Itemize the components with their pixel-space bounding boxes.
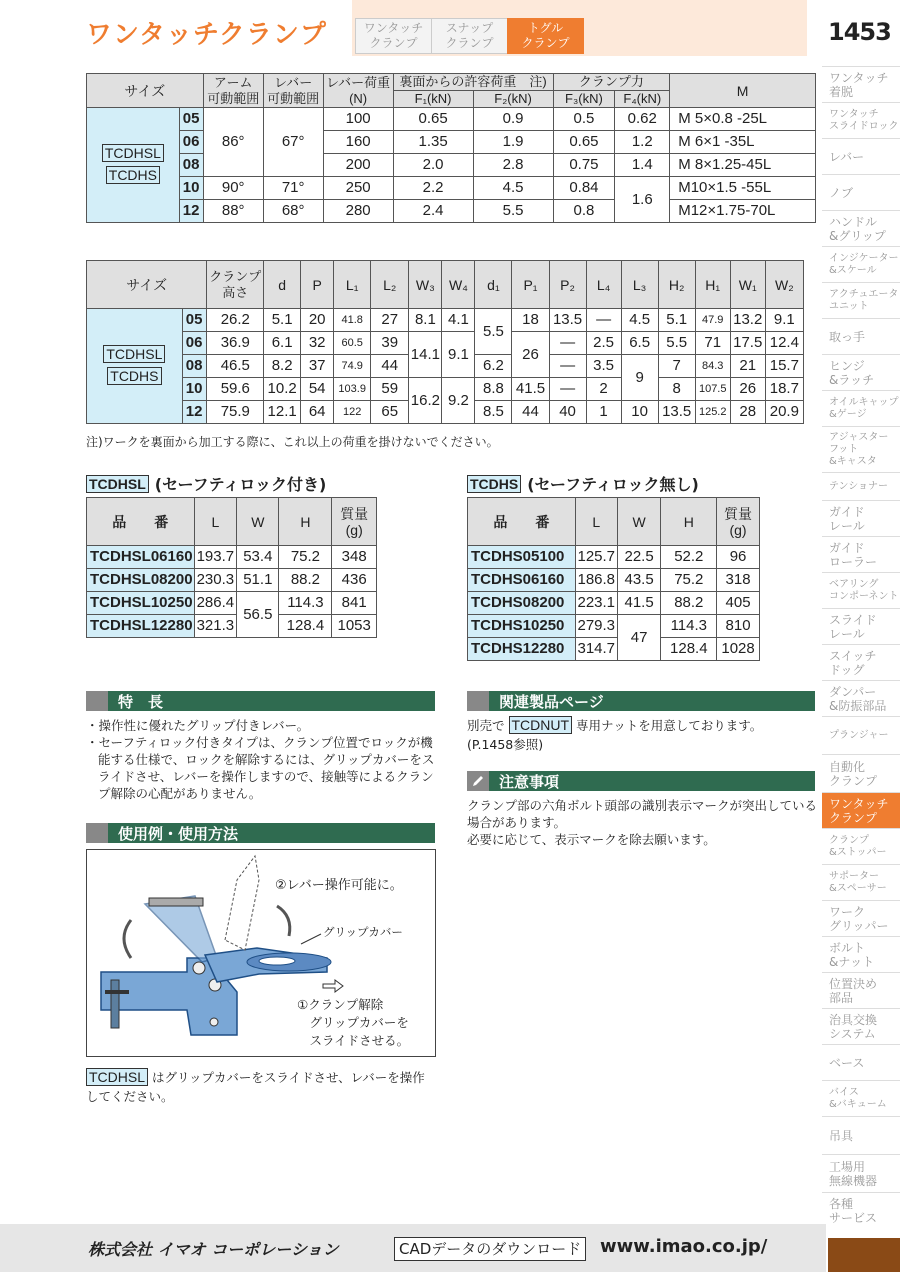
part-number-cell: TCDHS05100: [468, 546, 576, 569]
l-cell: 286.4: [194, 592, 237, 615]
lever-cell: 67°: [263, 108, 323, 177]
sidebar-item[interactable]: テンショナー: [822, 472, 900, 500]
f4-cell: 1.2: [615, 131, 670, 154]
page-number: 1453: [828, 18, 891, 46]
w2-cell: 12.4: [765, 332, 803, 355]
th-w: W: [617, 498, 661, 546]
sidebar-item[interactable]: 治具交換 システム: [822, 1008, 900, 1044]
sidebar-item[interactable]: 位置決め 部品: [822, 972, 900, 1008]
h2-cell: 13.5: [658, 401, 695, 424]
grip-cover-label: グリップカバー: [323, 925, 403, 939]
model-tag-tcdhs[interactable]: TCDHS: [107, 367, 161, 385]
size-cell: 12: [179, 200, 203, 223]
l1-cell: 41.8: [334, 309, 371, 332]
section-marker-icon: [86, 823, 108, 843]
d1-cell: 6.2: [475, 355, 512, 378]
sidebar-item[interactable]: スイッチ ドッグ: [822, 644, 900, 680]
sidebar-item[interactable]: スライド レール: [822, 608, 900, 644]
arm-cell: 90°: [203, 177, 263, 200]
lever-cell: 68°: [263, 200, 323, 223]
sidebar-item[interactable]: クランプ &ストッパー: [822, 828, 900, 864]
f2-cell: 0.9: [473, 108, 553, 131]
th-f4: F₄(kN): [615, 91, 670, 108]
th-h1: H₁: [695, 261, 730, 309]
f3-cell: 0.65: [553, 131, 615, 154]
th-w1: W₁: [730, 261, 765, 309]
f4-cell: 1.6: [615, 177, 670, 223]
th-mass: 質量 (g): [717, 498, 760, 546]
d-cell: 8.2: [264, 355, 301, 378]
m-cell: M12×1.75-70L: [670, 200, 816, 223]
related-text-after: 専用ナットを用意しております。: [576, 718, 763, 733]
size-cell: 10: [182, 378, 207, 401]
th-clamp-height: クランプ 高さ: [207, 261, 264, 309]
h-cell: 128.4: [279, 615, 332, 638]
w4-cell: 4.1: [442, 309, 475, 332]
model-tag-tcdhsl[interactable]: TCDHSL: [102, 144, 164, 162]
p1-cell: 41.5: [512, 378, 549, 401]
th-allowable-load: 裏面からの許容荷重 注): [393, 74, 553, 91]
th-w3: W₃: [409, 261, 442, 309]
feature-item: ・セーフティロック付きタイプは、クランプ位置でロックが機能する仕様で、ロックを解除するには、グリップカバーをスライドさせ、レバーを操作しますので、接触等によるクランプ解除の心配がありません。: [86, 735, 435, 801]
l3-cell: 4.5: [621, 309, 658, 332]
th-lever: レバー 可動範囲: [263, 74, 323, 108]
mass-cell: 436: [332, 569, 377, 592]
mass-cell: 405: [717, 592, 760, 615]
model-cell: [87, 108, 180, 223]
sidebar-item[interactable]: ガイド ローラー: [822, 536, 900, 572]
w-cell: 43.5: [617, 569, 661, 592]
f4-cell: 1.4: [615, 154, 670, 177]
usage-header: [86, 823, 435, 843]
load-cell: 200: [323, 154, 393, 177]
sidebar-item[interactable]: バイス &バキューム: [822, 1080, 900, 1116]
p1-cell: 18: [512, 309, 549, 332]
related-header: [467, 691, 815, 711]
th-p1: P₁: [512, 261, 549, 309]
th-d: d: [264, 261, 301, 309]
th-l3: L₃: [621, 261, 658, 309]
sidebar-item[interactable]: ベアリング コンポーネント: [822, 572, 900, 608]
l3-cell: 9: [621, 355, 658, 401]
clamp-height-cell: 59.6: [207, 378, 264, 401]
th-f1: F₁(kN): [393, 91, 473, 108]
l2-cell: 65: [371, 401, 409, 424]
w-cell: 47: [617, 615, 661, 661]
w4-cell: 9.1: [442, 332, 475, 378]
sidebar-item[interactable]: プランジャー: [822, 716, 900, 754]
h-cell: 114.3: [279, 592, 332, 615]
part-number-cell: TCDHS10250: [468, 615, 576, 638]
f3-cell: 0.84: [553, 177, 615, 200]
th-load: レバー荷重 (N): [323, 74, 393, 108]
w-cell: 41.5: [617, 592, 661, 615]
sidebar-item[interactable]: ボルト &ナット: [822, 936, 900, 972]
l-cell: 230.3: [194, 569, 237, 592]
d1-cell: 5.5: [475, 309, 512, 355]
arm-cell: 86°: [203, 108, 263, 177]
w2-cell: 18.7: [765, 378, 803, 401]
l-cell: 223.1: [575, 592, 617, 615]
l-cell: 279.3: [575, 615, 617, 638]
w-cell: 51.1: [237, 569, 279, 592]
clamp-height-cell: 26.2: [207, 309, 264, 332]
l2-cell: 39: [371, 332, 409, 355]
pencil-icon: [467, 771, 489, 791]
sidebar-item[interactable]: ワンタッチ クランプ: [822, 792, 900, 828]
tab-snap-clamp[interactable]: スナップ クランプ: [431, 18, 508, 54]
usage-title: 使用例・使用方法: [118, 824, 239, 843]
w1-cell: 26: [730, 378, 765, 401]
d1-cell: 8.5: [475, 401, 512, 424]
sidebar-item[interactable]: 自動化 クランプ: [822, 754, 900, 792]
sidebar-item[interactable]: 取っ手: [822, 318, 900, 354]
sidebar: [822, 66, 900, 1236]
part-number-cell: TCDHS06160: [468, 569, 576, 592]
d-cell: 12.1: [264, 401, 301, 424]
w3-cell: 16.2: [409, 378, 442, 424]
d1-cell: 8.8: [475, 378, 512, 401]
size-cell: 08: [182, 355, 207, 378]
h-cell: 75.2: [661, 569, 717, 592]
m-cell: M10×1.5 -55L: [670, 177, 816, 200]
lever-cell: 71°: [263, 177, 323, 200]
p2-cell: 40: [549, 401, 586, 424]
part-number-cell: TCDHSL12280: [87, 615, 195, 638]
tcdhsl-tag[interactable]: TCDHSL: [86, 475, 149, 493]
arm-cell: 88°: [203, 200, 263, 223]
load-cell: 250: [323, 177, 393, 200]
f3-cell: 0.75: [553, 154, 615, 177]
l-cell: 314.7: [575, 638, 617, 661]
f2-cell: 1.9: [473, 131, 553, 154]
usage-caption: [86, 1068, 436, 1106]
p2-cell: —: [549, 378, 586, 401]
p-cell: 32: [301, 332, 334, 355]
feature-item: ・操作性に優れたグリップ付きレバー。: [86, 718, 310, 733]
p-cell: 64: [301, 401, 334, 424]
th-arm: アーム 可動範囲: [203, 74, 263, 108]
caution-line: クランプ部の六角ボルト頭部の識別表示マークが突出している場合があります。: [467, 798, 818, 830]
th-mass: 質量 (g): [332, 498, 377, 546]
l1-cell: 122: [334, 401, 371, 424]
l4-cell: 2: [586, 378, 621, 401]
tcdhsl-table: [86, 497, 377, 638]
tcdhs-title: (セーフティロック無し): [527, 475, 699, 494]
mass-cell: 348: [332, 546, 377, 569]
h1-cell: 107.5: [695, 378, 730, 401]
th-l2: L₂: [371, 261, 409, 309]
th-d1: d₁: [475, 261, 512, 309]
w1-cell: 17.5: [730, 332, 765, 355]
features-title: 特 長: [118, 692, 164, 711]
th-part-number: 品 番: [87, 498, 195, 546]
l4-cell: 1: [586, 401, 621, 424]
w1-cell: 21: [730, 355, 765, 378]
caution-header: [467, 771, 815, 791]
p-cell: 37: [301, 355, 334, 378]
p1-cell: 26: [512, 332, 549, 378]
f3-cell: 0.5: [553, 108, 615, 131]
page-title: ワンタッチクランプ: [86, 20, 327, 50]
th-size: サイズ: [87, 261, 207, 309]
f3-cell: 0.8: [553, 200, 615, 223]
w2-cell: 20.9: [765, 401, 803, 424]
h-cell: 114.3: [661, 615, 717, 638]
tcdhs-tag[interactable]: TCDHS: [467, 475, 521, 493]
h1-cell: 84.3: [695, 355, 730, 378]
caution-line: 必要に応じて、表示マークを除去願います。: [467, 832, 716, 847]
m-cell: M 5×0.8 -25L: [670, 108, 816, 131]
l2-cell: 44: [371, 355, 409, 378]
p2-cell: —: [549, 332, 586, 355]
d-cell: 6.1: [264, 332, 301, 355]
model-cell: [87, 309, 183, 424]
tcdhsl-title: (セーフティロック付き): [154, 475, 327, 494]
related-page-ref[interactable]: (P.1458参照): [467, 737, 544, 752]
l-cell: 186.8: [575, 569, 617, 592]
size-cell: 10: [179, 177, 203, 200]
h-cell: 88.2: [661, 592, 717, 615]
f1-cell: 2.2: [393, 177, 473, 200]
related-body: [467, 716, 817, 754]
th-size: サイズ: [87, 74, 204, 108]
sidebar-item[interactable]: 各種 サービス: [822, 1192, 900, 1228]
usage-figure: [86, 849, 436, 1057]
sidebar-item[interactable]: アクチュエータ ユニット: [822, 282, 900, 318]
size-cell: 05: [182, 309, 207, 332]
w4-cell: 9.2: [442, 378, 475, 424]
sidebar-footer-block: [828, 1238, 900, 1272]
f4-cell: 0.62: [615, 108, 670, 131]
h1-cell: 71: [695, 332, 730, 355]
company-logo: 株式会社 イマオ コーポレーション: [88, 1240, 339, 1259]
th-p: P: [301, 261, 334, 309]
tab-toggle-clamp[interactable]: トグル クランプ: [507, 18, 584, 54]
h-cell: 75.2: [279, 546, 332, 569]
l-cell: 125.7: [575, 546, 617, 569]
th-clamp-force: クランプ力: [553, 74, 670, 91]
w1-cell: 13.2: [730, 309, 765, 332]
th-l1: L₁: [334, 261, 371, 309]
load-cell: 160: [323, 131, 393, 154]
th-l: L: [194, 498, 237, 546]
tcdnut-link[interactable]: TCDNUT: [509, 716, 573, 734]
sidebar-item[interactable]: インジケーター &スケール: [822, 246, 900, 282]
f2-cell: 5.5: [473, 200, 553, 223]
p2-cell: —: [549, 355, 586, 378]
w3-cell: 14.1: [409, 332, 442, 378]
m-cell: M 8×1.25-45L: [670, 154, 816, 177]
d-cell: 10.2: [264, 378, 301, 401]
l3-cell: 6.5: [621, 332, 658, 355]
h2-cell: 5.5: [658, 332, 695, 355]
tcdhs-heading: [467, 472, 699, 495]
p-cell: 54: [301, 378, 334, 401]
h2-cell: 5.1: [658, 309, 695, 332]
tab-onetouch-clamp[interactable]: ワンタッチ クランプ: [355, 18, 432, 54]
features-header: [86, 691, 435, 711]
mass-cell: 318: [717, 569, 760, 592]
dimension-table: [86, 260, 804, 424]
l1-cell: 60.5: [334, 332, 371, 355]
sidebar-item[interactable]: アジャスター フット &キャスタ: [822, 426, 900, 472]
h2-cell: 7: [658, 355, 695, 378]
w2-cell: 15.7: [765, 355, 803, 378]
l1-cell: 103.9: [334, 378, 371, 401]
th-w2: W₂: [765, 261, 803, 309]
size-cell: 12: [182, 401, 207, 424]
cad-download-button[interactable]: CADデータのダウンロード: [394, 1237, 586, 1261]
mass-cell: 841: [332, 592, 377, 615]
load-cell: 100: [323, 108, 393, 131]
f1-cell: 0.65: [393, 108, 473, 131]
related-text-before: 別売で: [467, 718, 505, 733]
sidebar-item[interactable]: サポーター &スペーサー: [822, 864, 900, 900]
features-body: [86, 717, 438, 802]
th-h: H: [279, 498, 332, 546]
th-w4: W₄: [442, 261, 475, 309]
th-part-number: 品 番: [468, 498, 576, 546]
f1-cell: 2.0: [393, 154, 473, 177]
th-w: W: [237, 498, 279, 546]
sidebar-item[interactable]: ワーク グリッパー: [822, 900, 900, 936]
l-cell: 321.3: [194, 615, 237, 638]
w-cell: 53.4: [237, 546, 279, 569]
f1-cell: 2.4: [393, 200, 473, 223]
clamp-height-cell: 36.9: [207, 332, 264, 355]
l4-cell: —: [586, 309, 621, 332]
clamp-release-label: ①クランプ解除 グリップカバーを スライドさせる。: [297, 997, 410, 1048]
part-number-cell: TCDHS08200: [468, 592, 576, 615]
sidebar-item[interactable]: ハンドル &グリップ: [822, 210, 900, 246]
sidebar-item[interactable]: ガイド レール: [822, 500, 900, 536]
caution-title: 注意事項: [499, 772, 560, 791]
f1-cell: 1.35: [393, 131, 473, 154]
size-cell: 06: [182, 332, 207, 355]
tcdhsl-heading: [86, 472, 326, 495]
part-number-cell: TCDHS12280: [468, 638, 576, 661]
th-l4: L₄: [586, 261, 621, 309]
th-l: L: [575, 498, 617, 546]
w3-cell: 8.1: [409, 309, 442, 332]
part-number-cell: TCDHSL10250: [87, 592, 195, 615]
sidebar-item[interactable]: ベース: [822, 1044, 900, 1080]
th-f2: F₂(kN): [473, 91, 553, 108]
l4-cell: 2.5: [586, 332, 621, 355]
mass-cell: 1053: [332, 615, 377, 638]
h-cell: 52.2: [661, 546, 717, 569]
tcdhs-table: [467, 497, 760, 661]
sidebar-item[interactable]: レバー: [822, 138, 900, 174]
sidebar-item[interactable]: ヒンジ &ラッチ: [822, 354, 900, 390]
usage-caption-text: はグリップカバーをスライドさせ、レバーを操作してください。: [86, 1070, 425, 1104]
sidebar-item[interactable]: オイルキャップ &ゲージ: [822, 390, 900, 426]
f2-cell: 4.5: [473, 177, 553, 200]
h-cell: 88.2: [279, 569, 332, 592]
usage-caption-tag[interactable]: TCDHSL: [86, 1068, 148, 1086]
section-marker-icon: [467, 691, 489, 711]
size-cell: 08: [179, 154, 203, 177]
model-tag-tcdhsl[interactable]: TCDHSL: [103, 345, 165, 363]
l3-cell: 10: [621, 401, 658, 424]
sidebar-item[interactable]: ノブ: [822, 174, 900, 210]
sidebar-item[interactable]: ワンタッチ スライドロック: [822, 102, 900, 138]
website-link[interactable]: www.imao.co.jp/: [600, 1236, 768, 1257]
h1-cell: 125.2: [695, 401, 730, 424]
table-note: 注)ワークを裏面から加工する際に、これ以上の荷重を掛けないでください。: [86, 435, 499, 449]
mass-cell: 1028: [717, 638, 760, 661]
sidebar-item[interactable]: 吊具: [822, 1116, 900, 1154]
size-cell: 06: [179, 131, 203, 154]
l2-cell: 27: [371, 309, 409, 332]
p2-cell: 13.5: [549, 309, 586, 332]
part-number-cell: TCDHSL06160: [87, 546, 195, 569]
th-f3: F₃(kN): [553, 91, 615, 108]
sidebar-item[interactable]: ワンタッチ 着脱: [822, 66, 900, 102]
section-marker-icon: [86, 691, 108, 711]
th-h2: H₂: [658, 261, 695, 309]
w-cell: 22.5: [617, 546, 661, 569]
p-cell: 20: [301, 309, 334, 332]
model-tag-tcdhs[interactable]: TCDHS: [106, 166, 160, 184]
mass-cell: 96: [717, 546, 760, 569]
w1-cell: 28: [730, 401, 765, 424]
caution-body: [467, 797, 819, 848]
l1-cell: 74.9: [334, 355, 371, 378]
d-cell: 5.1: [264, 309, 301, 332]
m-cell: M 6×1 -35L: [670, 131, 816, 154]
h-cell: 128.4: [661, 638, 717, 661]
load-cell: 280: [323, 200, 393, 223]
h1-cell: 47.9: [695, 309, 730, 332]
th-h: H: [661, 498, 717, 546]
size-cell: 05: [179, 108, 203, 131]
w-cell: 56.5: [237, 592, 279, 638]
w2-cell: 9.1: [765, 309, 803, 332]
sidebar-item[interactable]: ダンパー &防振部品: [822, 680, 900, 716]
f2-cell: 2.8: [473, 154, 553, 177]
lever-operable-label: ②レバー操作可能に。: [275, 878, 403, 893]
clamp-height-cell: 75.9: [207, 401, 264, 424]
part-number-cell: TCDHSL08200: [87, 569, 195, 592]
related-title: 関連製品ページ: [499, 692, 604, 711]
h2-cell: 8: [658, 378, 695, 401]
l2-cell: 59: [371, 378, 409, 401]
mass-cell: 810: [717, 615, 760, 638]
th-m: M: [670, 74, 816, 108]
th-p2: P₂: [549, 261, 586, 309]
sidebar-item[interactable]: 工場用 無線機器: [822, 1154, 900, 1192]
p1-cell: 44: [512, 401, 549, 424]
l4-cell: 3.5: [586, 355, 621, 378]
spec-table: [86, 73, 816, 223]
l-cell: 193.7: [194, 546, 237, 569]
clamp-height-cell: 46.5: [207, 355, 264, 378]
